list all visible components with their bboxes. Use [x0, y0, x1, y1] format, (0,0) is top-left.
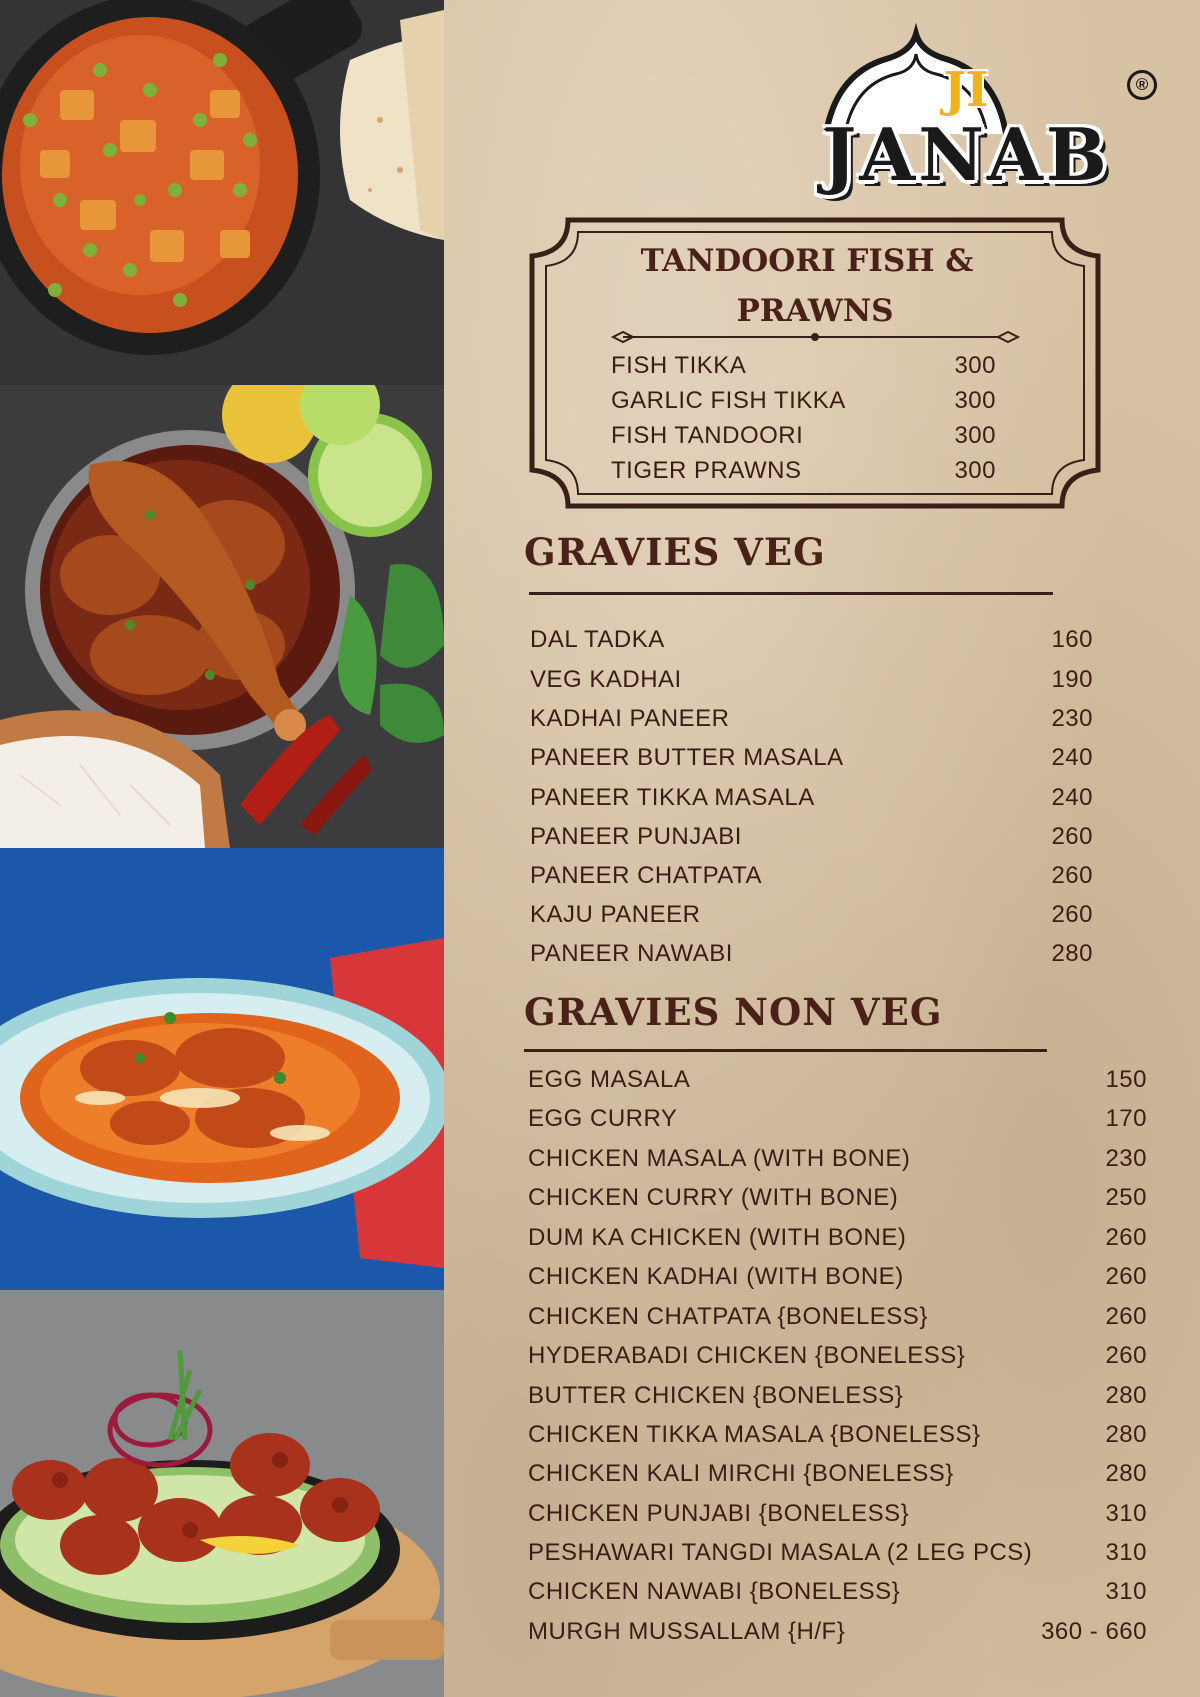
menu-item — [530, 897, 1093, 933]
menu-item — [530, 622, 1093, 658]
item-price: 260 — [1105, 1263, 1147, 1290]
item-name: HYDERABADI CHICKEN {BONELESS} — [528, 1342, 966, 1369]
item-price: 280 — [1105, 1460, 1147, 1487]
item-price: 280 — [1051, 940, 1093, 967]
menu-item — [530, 780, 1093, 816]
item-name: KADHAI PANEER — [530, 705, 730, 732]
item-name: PESHAWARI TANGDI MASALA (2 LEG PCS) — [528, 1539, 1033, 1566]
item-price: 280 — [1105, 1382, 1147, 1409]
gravies-nonveg-heading: GRAVIES NON VEG — [524, 990, 943, 1034]
menu-item — [528, 1496, 1147, 1532]
item-name: CHICKEN KALI MIRCHI {BONELESS} — [528, 1460, 954, 1487]
item-price: 280 — [1105, 1421, 1147, 1448]
menu-item — [611, 349, 996, 383]
tandoori-title-line2: PRAWNS — [736, 293, 894, 329]
item-name: PANEER BUTTER MASALA — [530, 744, 844, 771]
item-name: GARLIC FISH TIKKA — [611, 387, 846, 414]
item-price: 260 — [1105, 1342, 1147, 1369]
registered-mark: ® — [1127, 70, 1157, 100]
item-name: PANEER NAWABI — [530, 940, 733, 967]
item-name: TIGER PRAWNS — [611, 457, 802, 484]
item-price: 260 — [1051, 901, 1093, 928]
menu-item — [528, 1338, 1147, 1374]
item-price: 260 — [1051, 862, 1093, 889]
item-price: 150 — [1105, 1066, 1147, 1093]
menu-item — [611, 384, 996, 418]
item-name: CHICKEN PUNJABI {BONELESS} — [528, 1500, 910, 1527]
item-name: FISH TIKKA — [611, 352, 747, 379]
logo-ji-text: JI — [943, 62, 989, 118]
item-price: 300 — [954, 387, 996, 414]
section-divider — [524, 1049, 1047, 1052]
menu-item — [528, 1180, 1147, 1216]
item-name: PANEER PUNJABI — [530, 823, 742, 850]
item-price: 190 — [1051, 666, 1093, 693]
menu-item — [528, 1141, 1147, 1177]
menu-item — [528, 1614, 1147, 1650]
item-price: 240 — [1051, 784, 1093, 811]
item-price: 170 — [1105, 1105, 1147, 1132]
tandoori-section-frame — [528, 216, 1102, 510]
item-name: DUM KA CHICKEN (WITH BONE) — [528, 1224, 907, 1251]
butter-chicken-photo — [0, 848, 444, 1290]
item-price: 230 — [1051, 705, 1093, 732]
item-price: 310 — [1105, 1578, 1147, 1605]
item-price: 260 — [1105, 1303, 1147, 1330]
item-price: 160 — [1051, 626, 1093, 653]
item-price: 250 — [1105, 1184, 1147, 1211]
item-price: 240 — [1051, 744, 1093, 771]
chicken-curry-photo — [0, 385, 444, 848]
menu-item — [528, 1299, 1147, 1335]
item-name: EGG MASALA — [528, 1066, 691, 1093]
item-name: EGG CURRY — [528, 1105, 678, 1132]
item-name: VEG KADHAI — [530, 666, 682, 693]
menu-item — [528, 1535, 1147, 1571]
item-name: CHICKEN NAWABI {BONELESS} — [528, 1578, 901, 1605]
item-name: FISH TANDOORI — [611, 422, 804, 449]
item-price: 300 — [954, 457, 996, 484]
menu-item — [528, 1378, 1147, 1414]
item-price: 310 — [1105, 1500, 1147, 1527]
section-divider — [529, 592, 1053, 595]
food-photo-column — [0, 0, 444, 1697]
menu-item — [530, 819, 1093, 855]
item-name: PANEER TIKKA MASALA — [530, 784, 815, 811]
item-price: 260 — [1105, 1224, 1147, 1251]
item-price: 260 — [1051, 823, 1093, 850]
item-price: 230 — [1105, 1145, 1147, 1172]
tandoori-title-line1: TANDOORI FISH & — [640, 243, 974, 279]
item-name: CHICKEN CHATPATA {BONELESS} — [528, 1303, 928, 1330]
menu-item — [528, 1101, 1147, 1137]
item-name: CHICKEN KADHAI (WITH BONE) — [528, 1263, 904, 1290]
item-name: PANEER CHATPATA — [530, 862, 762, 889]
menu-item — [528, 1062, 1147, 1098]
menu-item — [530, 936, 1093, 972]
menu-item — [611, 454, 996, 488]
item-price: 300 — [954, 352, 996, 379]
item-name: BUTTER CHICKEN {BONELESS} — [528, 1382, 904, 1409]
menu-item — [530, 701, 1093, 737]
item-price: 310 — [1105, 1539, 1147, 1566]
menu-item — [530, 740, 1093, 776]
item-price: 300 — [954, 422, 996, 449]
logo-wordmark: JANAB — [822, 112, 1110, 197]
item-name: MURGH MUSSALLAM {H/F} — [528, 1618, 846, 1645]
item-name: CHICKEN TIKKA MASALA {BONELESS} — [528, 1421, 981, 1448]
menu-item — [528, 1417, 1147, 1453]
menu-item — [530, 662, 1093, 698]
item-price: 360 - 660 — [1041, 1618, 1147, 1645]
item-name: CHICKEN CURRY (WITH BONE) — [528, 1184, 899, 1211]
menu-item — [528, 1220, 1147, 1256]
item-name: CHICKEN MASALA (WITH BONE) — [528, 1145, 911, 1172]
chicken-tikka-photo — [0, 1290, 444, 1697]
paneer-curry-photo — [0, 0, 444, 385]
gravies-veg-heading: GRAVIES VEG — [524, 530, 826, 574]
item-name: DAL TADKA — [530, 626, 665, 653]
janab-logo — [786, 14, 1146, 210]
item-name: KAJU PANEER — [530, 901, 701, 928]
menu-item — [528, 1259, 1147, 1295]
menu-item — [528, 1456, 1147, 1492]
menu-item — [530, 858, 1093, 894]
menu-item — [528, 1574, 1147, 1610]
menu-item — [611, 419, 996, 453]
